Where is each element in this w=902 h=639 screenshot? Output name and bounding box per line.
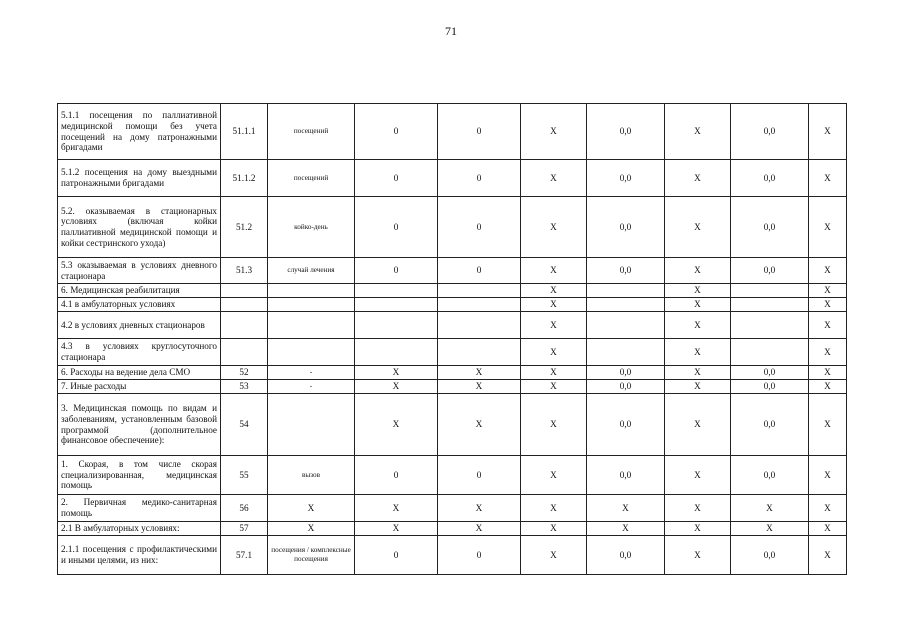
row-code [221, 298, 268, 312]
cell: X [665, 380, 731, 394]
cell: X [355, 522, 438, 536]
indicators-table [57, 103, 847, 575]
cell: 0,0 [587, 456, 665, 495]
row-unit: - [268, 366, 355, 380]
cell: X [731, 522, 809, 536]
row-unit [268, 298, 355, 312]
cell: 0,0 [587, 366, 665, 380]
cell: 0 [438, 104, 521, 160]
cell [587, 339, 665, 366]
cell: X [438, 495, 521, 522]
table-row [58, 366, 847, 380]
cell: X [587, 522, 665, 536]
table-row [58, 456, 847, 495]
cell: X [521, 495, 587, 522]
table-row [58, 522, 847, 536]
table-row [58, 495, 847, 522]
table-row [58, 258, 847, 284]
cell: 0 [438, 258, 521, 284]
row-unit: случай лечения [268, 258, 355, 284]
cell [587, 312, 665, 339]
row-name: 5.1.1 посещения по паллиативной медицинской помощи без учета посещений на дому патронажными бригадами [58, 104, 221, 160]
cell: X [665, 456, 731, 495]
table-row [58, 394, 847, 456]
cell: 0,0 [731, 380, 809, 394]
cell: 0 [438, 456, 521, 495]
row-code: 52 [221, 366, 268, 380]
cell [438, 339, 521, 366]
page-number: 71 [445, 24, 457, 38]
cell: 0,0 [587, 104, 665, 160]
cell: 0,0 [731, 366, 809, 380]
table-row [58, 536, 847, 575]
row-name: 2.1.1 посещения с профилактическими и иными целями, из них: [58, 536, 221, 575]
cell: X [521, 394, 587, 456]
row-unit: - [268, 380, 355, 394]
cell: X [809, 366, 847, 380]
cell: 0 [438, 197, 521, 258]
cell: X [521, 339, 587, 366]
cell: X [438, 380, 521, 394]
cell: 0,0 [731, 104, 809, 160]
cell: X [665, 394, 731, 456]
cell: 0,0 [587, 160, 665, 197]
cell: X [521, 160, 587, 197]
cell: 0 [438, 536, 521, 575]
row-unit: X [268, 522, 355, 536]
cell [731, 298, 809, 312]
row-code: 51.2 [221, 197, 268, 258]
cell: X [809, 522, 847, 536]
cell: 0 [355, 160, 438, 197]
row-code: 51.1.2 [221, 160, 268, 197]
cell: X [665, 104, 731, 160]
cell: X [809, 456, 847, 495]
cell: X [809, 197, 847, 258]
cell: X [521, 456, 587, 495]
row-name: 2. Первичная медико-санитарная помощь [58, 495, 221, 522]
cell: X [521, 522, 587, 536]
cell [355, 312, 438, 339]
row-name: 6. Расходы на ведение дела СМО [58, 366, 221, 380]
table-row [58, 284, 847, 298]
cell: X [521, 197, 587, 258]
cell: 0,0 [587, 258, 665, 284]
cell: X [355, 495, 438, 522]
cell: 0 [355, 197, 438, 258]
table-body [58, 104, 847, 575]
cell [587, 284, 665, 298]
table-row [58, 339, 847, 366]
row-name: 4.3 в условиях круглосуточного стационара [58, 339, 221, 366]
row-code: 51.3 [221, 258, 268, 284]
cell: X [665, 312, 731, 339]
cell: 0,0 [731, 160, 809, 197]
cell: X [438, 366, 521, 380]
cell: X [521, 104, 587, 160]
cell: X [438, 522, 521, 536]
cell [731, 339, 809, 366]
row-code: 51.1.1 [221, 104, 268, 160]
table-row [58, 312, 847, 339]
cell: X [521, 298, 587, 312]
cell [438, 284, 521, 298]
row-code: 57.1 [221, 536, 268, 575]
cell: 0,0 [731, 394, 809, 456]
cell: X [587, 495, 665, 522]
cell: X [809, 495, 847, 522]
cell: 0 [355, 456, 438, 495]
cell: X [809, 298, 847, 312]
cell: X [809, 258, 847, 284]
cell: X [665, 522, 731, 536]
cell: X [809, 160, 847, 197]
cell: X [521, 380, 587, 394]
cell: 0 [438, 160, 521, 197]
row-name: 5.2. оказываемая в стационарных условиях (включая койки паллиативной медицинской помощи и койки сестринского ухода) [58, 197, 221, 258]
cell: X [355, 366, 438, 380]
table-row [58, 104, 847, 160]
cell: X [665, 536, 731, 575]
cell: X [665, 366, 731, 380]
row-code: 53 [221, 380, 268, 394]
cell: 0 [355, 536, 438, 575]
table-row [58, 298, 847, 312]
row-unit [268, 312, 355, 339]
cell: X [809, 536, 847, 575]
cell: X [521, 284, 587, 298]
cell [438, 312, 521, 339]
cell: X [809, 312, 847, 339]
row-unit: койко-день [268, 197, 355, 258]
row-name: 1. Скорая, в том числе скорая специализированная, медицинская помощь [58, 456, 221, 495]
row-code: 54 [221, 394, 268, 456]
cell: 0,0 [731, 258, 809, 284]
cell: X [665, 258, 731, 284]
cell: X [809, 394, 847, 456]
row-unit [268, 284, 355, 298]
row-unit [268, 339, 355, 366]
cell: X [731, 495, 809, 522]
cell [355, 298, 438, 312]
row-unit: посещений [268, 160, 355, 197]
cell: X [665, 339, 731, 366]
cell: X [521, 366, 587, 380]
cell: X [438, 394, 521, 456]
table-row [58, 197, 847, 258]
row-code [221, 284, 268, 298]
row-unit: посещения / комплексные посещения [268, 536, 355, 575]
row-unit: посещений [268, 104, 355, 160]
cell: X [665, 197, 731, 258]
cell: X [355, 394, 438, 456]
cell: 0,0 [587, 394, 665, 456]
cell [355, 339, 438, 366]
row-code: 55 [221, 456, 268, 495]
cell: 0,0 [587, 197, 665, 258]
cell: X [665, 284, 731, 298]
cell: 0 [355, 258, 438, 284]
cell: 0,0 [731, 197, 809, 258]
row-name: 4.1 в амбулаторных условиях [58, 298, 221, 312]
cell [731, 284, 809, 298]
row-code [221, 312, 268, 339]
cell: X [809, 104, 847, 160]
cell: 0,0 [731, 536, 809, 575]
row-name: 5.3 оказываемая в условиях дневного стационара [58, 258, 221, 284]
cell: X [809, 339, 847, 366]
cell: X [355, 380, 438, 394]
row-name: 2.1 В амбулаторных условиях: [58, 522, 221, 536]
row-name: 3. Медицинская помощь по видам и заболеваниям, установленным базовой программой (дополнительное финансовое обеспечение): [58, 394, 221, 456]
cell: 0,0 [587, 536, 665, 575]
cell [355, 284, 438, 298]
cell [438, 298, 521, 312]
cell [731, 312, 809, 339]
cell: X [809, 380, 847, 394]
table-row [58, 160, 847, 197]
row-name: 7. Иные расходы [58, 380, 221, 394]
cell: X [665, 298, 731, 312]
row-unit: вызов [268, 456, 355, 495]
row-unit: X [268, 495, 355, 522]
cell: X [521, 312, 587, 339]
cell [587, 298, 665, 312]
row-name: 4.2 в условиях дневных стационаров [58, 312, 221, 339]
cell: 0,0 [731, 456, 809, 495]
row-name: 6. Медицинская реабилитация [58, 284, 221, 298]
row-code [221, 339, 268, 366]
cell: X [809, 284, 847, 298]
table-row [58, 380, 847, 394]
cell: X [521, 536, 587, 575]
cell: 0 [355, 104, 438, 160]
row-name: 5.1.2 посещения на дому выездными патронажными бригадами [58, 160, 221, 197]
cell: X [665, 160, 731, 197]
row-code: 56 [221, 495, 268, 522]
cell: 0,0 [587, 380, 665, 394]
row-unit [268, 394, 355, 456]
row-code: 57 [221, 522, 268, 536]
cell: X [665, 495, 731, 522]
cell: X [521, 258, 587, 284]
